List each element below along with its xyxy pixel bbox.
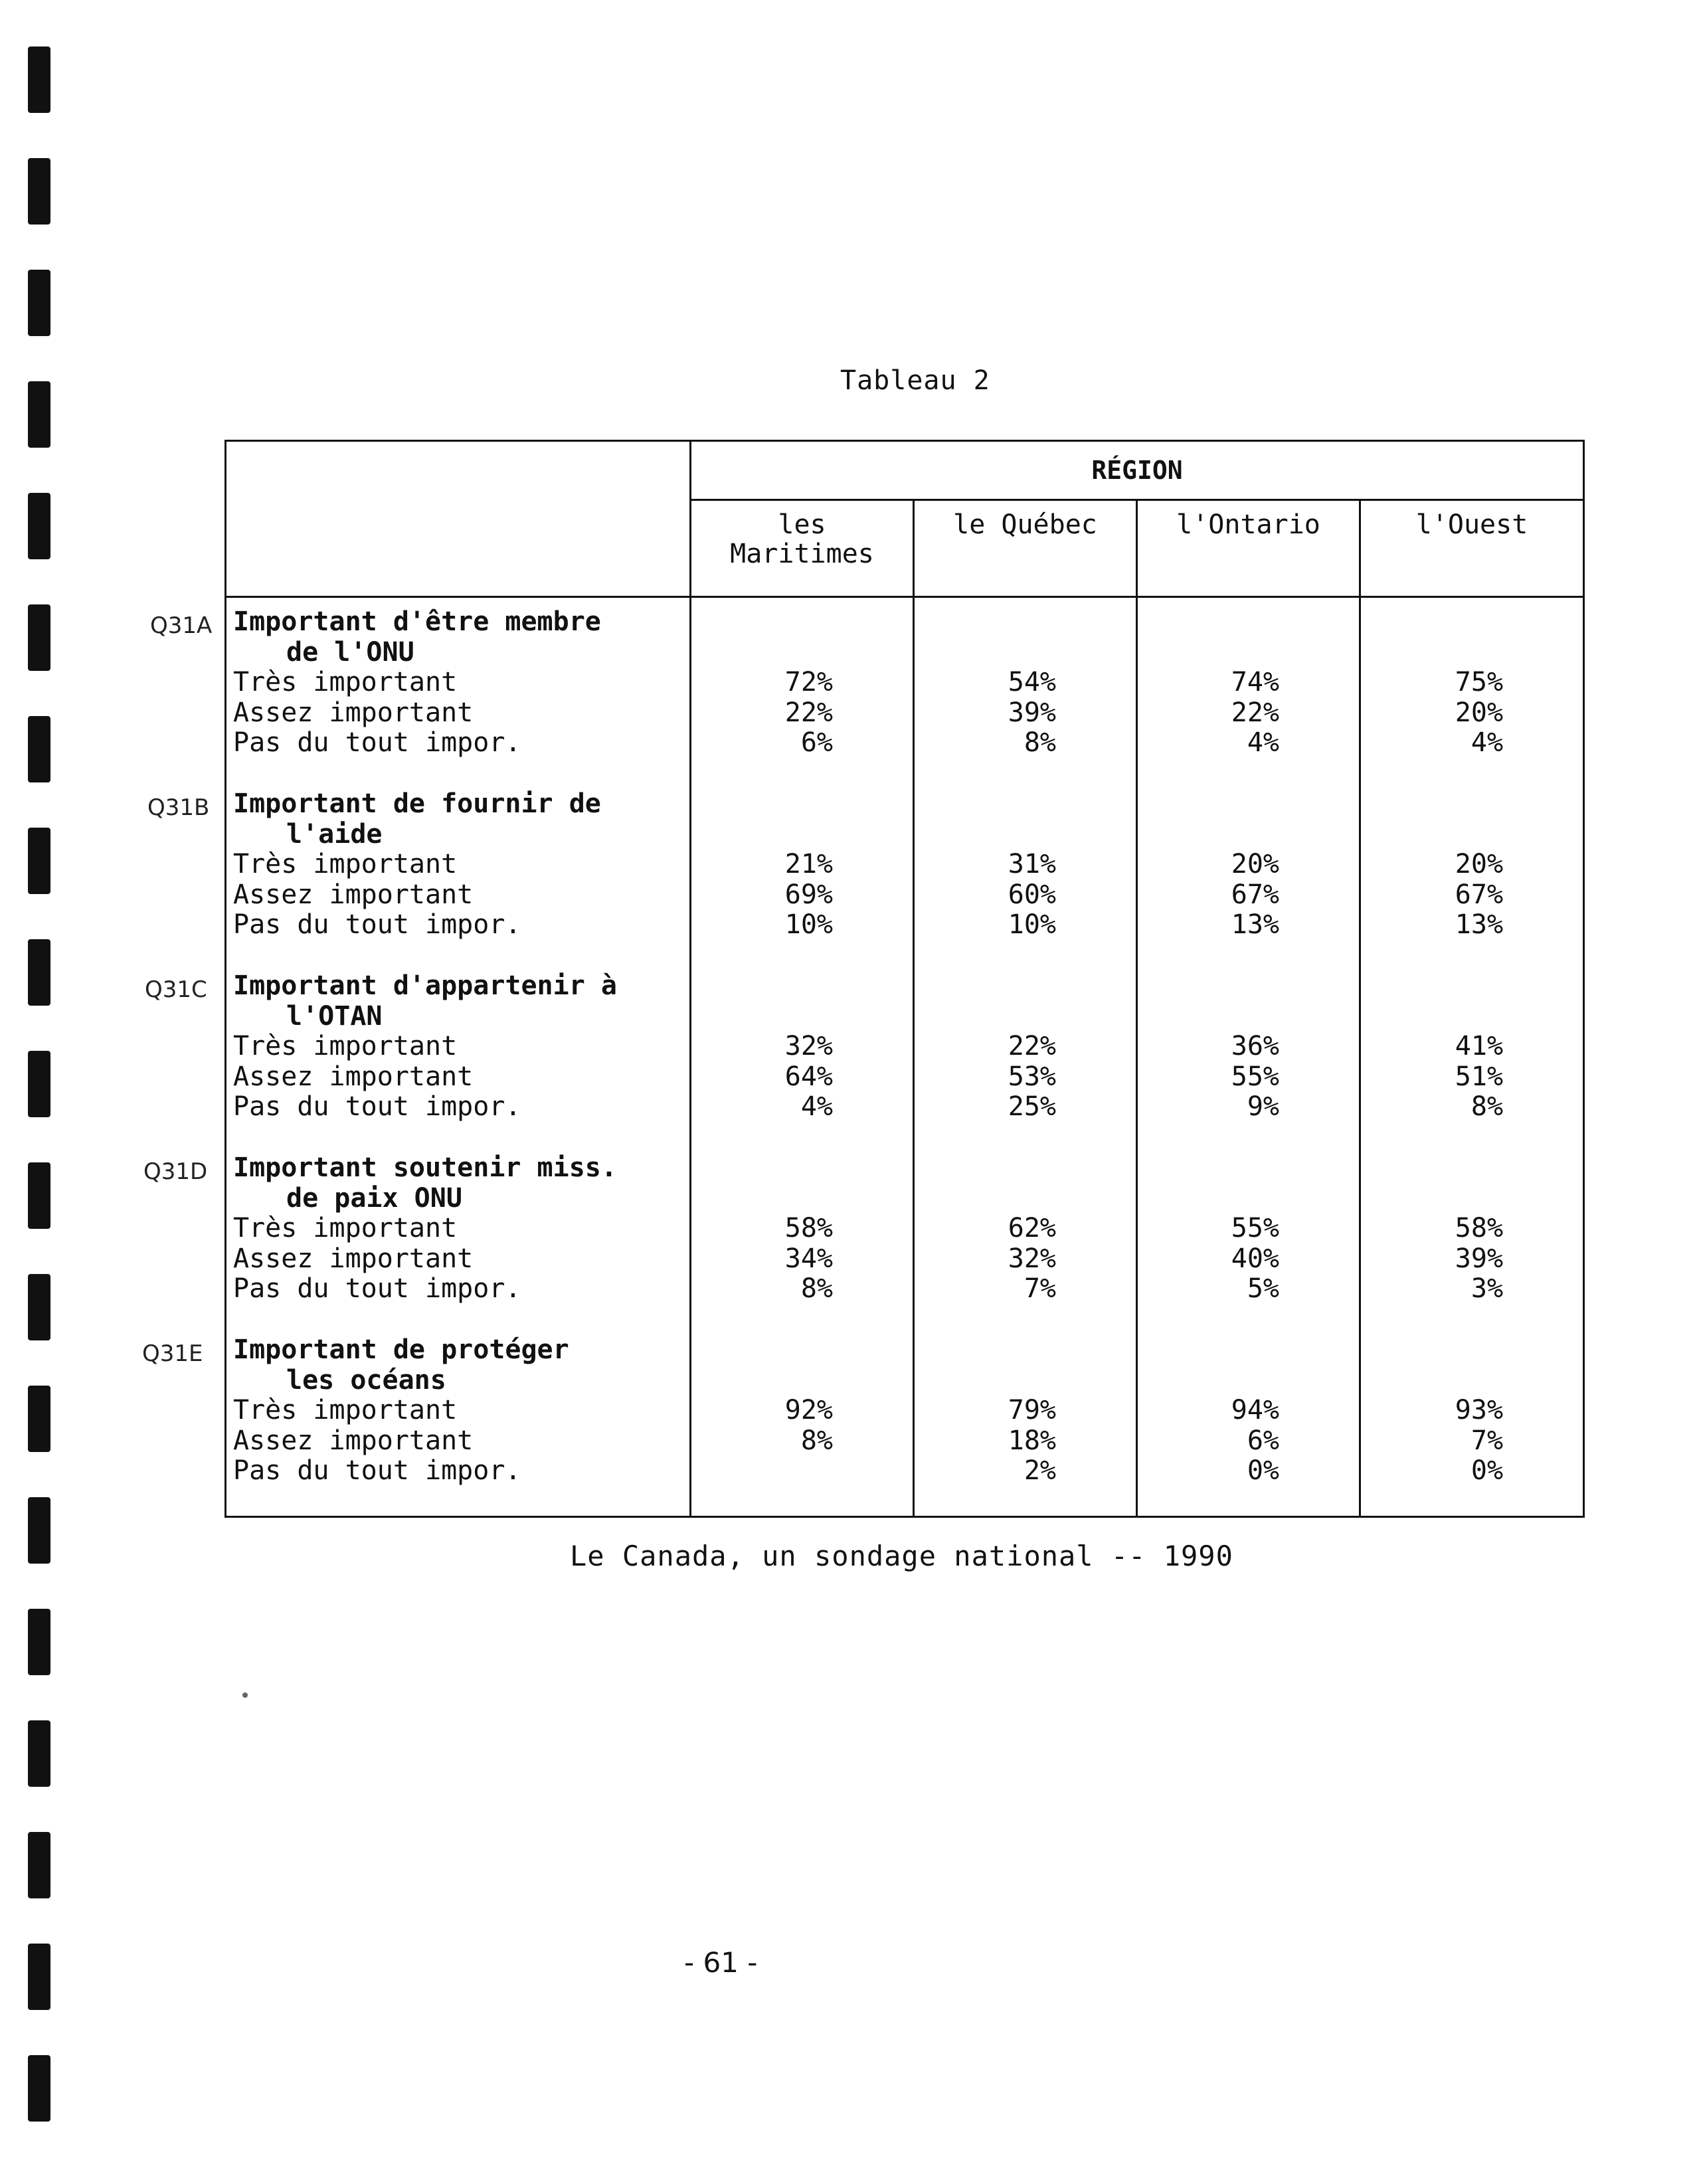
response-label: Pas du tout impor. <box>233 727 521 758</box>
percent-value: 9% <box>1247 1091 1279 1122</box>
table-caption: Le Canada, un sondage national -- 1990 <box>570 1540 1233 1572</box>
response-label: Assez important <box>233 1243 474 1274</box>
percent-value: 32% <box>1008 1243 1056 1274</box>
percent-value: 39% <box>1455 1243 1504 1274</box>
percent-value: 7% <box>1024 1273 1056 1304</box>
value-group <box>691 1153 833 1335</box>
percent-value: 74% <box>1231 667 1279 697</box>
question-group <box>233 1335 683 1506</box>
column-header-label: les Maritimes <box>730 509 874 569</box>
percent-value: 21% <box>784 849 833 879</box>
spacer <box>1138 789 1279 850</box>
survey-table <box>224 440 1585 1518</box>
percent-value: 55% <box>1231 1061 1279 1092</box>
spacer <box>915 607 1056 668</box>
percent-value: 53% <box>1008 1061 1056 1092</box>
question-label <box>233 1153 683 1214</box>
question-code: Q31C <box>145 976 207 1003</box>
percent-value: 5% <box>1247 1273 1279 1304</box>
column-header-label: l'Ontario <box>1176 509 1320 540</box>
percent-value: 6% <box>1247 1425 1279 1456</box>
binding-hole-mark <box>28 828 50 894</box>
value-group <box>691 1335 833 1506</box>
percent-value: 94% <box>1231 1395 1279 1425</box>
binding-hole-mark <box>28 2055 50 2122</box>
percent-value: 3% <box>1470 1273 1504 1304</box>
value-group <box>915 607 1056 789</box>
question-code: Q31E <box>142 1340 203 1367</box>
value-group <box>1361 971 1503 1153</box>
percent-value: 64% <box>784 1061 833 1092</box>
percent-value: 51% <box>1455 1061 1504 1092</box>
percent-value: 8% <box>800 1425 833 1456</box>
question-text: Important de fournir de <box>233 788 601 819</box>
binding-hole-mark <box>28 716 50 782</box>
value-group <box>1138 607 1279 789</box>
spacer <box>691 1153 833 1214</box>
column-header-maritimes <box>691 500 914 597</box>
binding-hole-mark <box>28 1944 50 2010</box>
value-group <box>691 971 833 1153</box>
question-group <box>233 1153 683 1335</box>
percent-value: 13% <box>1455 909 1504 940</box>
question-code: Q31A <box>150 612 213 639</box>
percent-value: 39% <box>1008 697 1056 728</box>
question-text-continued: l'OTAN <box>286 1000 383 1032</box>
question-group <box>233 971 683 1153</box>
value-group <box>691 607 833 789</box>
value-group <box>915 789 1056 971</box>
binding-hole-mark <box>28 939 50 1006</box>
page-number: - 61 - <box>684 1946 758 1979</box>
response-label: Pas du tout impor. <box>233 909 521 940</box>
percent-value: 2% <box>1024 1455 1056 1486</box>
value-group <box>915 1335 1056 1506</box>
spacer <box>1361 971 1503 1032</box>
question-label <box>233 1335 683 1396</box>
percent-value: 22% <box>1231 697 1279 728</box>
percent-value: 67% <box>1231 879 1279 910</box>
value-group <box>1138 971 1279 1153</box>
percent-value: 92% <box>784 1395 833 1425</box>
binding-hole-mark <box>28 46 50 113</box>
value-group <box>915 971 1056 1153</box>
question-label <box>233 789 683 850</box>
response-label: Pas du tout impor. <box>233 1273 521 1304</box>
response-label: Très important <box>233 1031 458 1061</box>
response-label: Très important <box>233 849 458 879</box>
percent-value: 4% <box>1470 727 1504 758</box>
spacer <box>1138 607 1279 668</box>
column-header-label: l'Ouest <box>1415 509 1528 540</box>
values-column-quebec <box>914 597 1137 1517</box>
spacer <box>1361 1335 1503 1396</box>
spacer <box>915 971 1056 1032</box>
percent-value: 75% <box>1455 667 1504 697</box>
question-group <box>233 789 683 971</box>
binding-hole-mark <box>28 604 50 671</box>
percent-value: 8% <box>1470 1091 1504 1122</box>
binding-hole-mark <box>28 381 50 448</box>
response-label: Très important <box>233 1395 458 1425</box>
spacer <box>1138 1153 1279 1214</box>
value-group <box>1361 789 1503 971</box>
binding-hole-mark <box>28 158 50 225</box>
percent-value: 69% <box>784 879 833 910</box>
response-label: Assez important <box>233 697 474 728</box>
response-label: Assez important <box>233 879 474 910</box>
value-group <box>1138 1153 1279 1335</box>
spacer <box>1361 607 1503 668</box>
percent-value <box>691 1456 833 1487</box>
question-group <box>233 607 683 789</box>
percent-value: 25% <box>1008 1091 1056 1122</box>
percent-value: 18% <box>1008 1425 1056 1456</box>
percent-value: 0% <box>1470 1455 1504 1486</box>
percent-value: 58% <box>784 1213 833 1243</box>
value-group <box>1138 1335 1279 1506</box>
question-label <box>233 607 683 668</box>
percent-value: 72% <box>784 667 833 697</box>
percent-value: 41% <box>1455 1031 1504 1061</box>
column-header-label: le Québec <box>953 509 1097 540</box>
scan-speck <box>242 1692 248 1698</box>
binding-hole-mark <box>28 1609 50 1675</box>
percent-value: 54% <box>1008 667 1056 697</box>
value-group <box>915 1153 1056 1335</box>
spacer <box>1361 789 1503 850</box>
percent-value: 20% <box>1231 849 1279 879</box>
percent-value: 22% <box>1008 1031 1056 1061</box>
row-labels-column <box>226 597 691 1517</box>
response-label: Très important <box>233 667 458 697</box>
column-header-ontario <box>1137 500 1360 597</box>
percent-value: 10% <box>1008 909 1056 940</box>
question-text-continued: les océans <box>286 1364 446 1396</box>
percent-value: 7% <box>1470 1425 1504 1456</box>
binding-hole-mark <box>28 493 50 559</box>
binding-hole-mark <box>28 1051 50 1117</box>
question-text: Important d'être membre <box>233 606 601 637</box>
binding-hole-mark <box>28 1720 50 1787</box>
percent-value: 93% <box>1455 1395 1504 1425</box>
response-label: Assez important <box>233 1061 474 1092</box>
binding-hole-mark <box>28 1274 50 1340</box>
percent-value: 79% <box>1008 1395 1056 1425</box>
spacer <box>691 971 833 1032</box>
percent-value: 6% <box>800 727 833 758</box>
percent-value: 8% <box>800 1273 833 1304</box>
binding-holes <box>28 0 54 2184</box>
percent-value: 20% <box>1455 849 1504 879</box>
percent-value: 4% <box>1247 727 1279 758</box>
question-text-continued: de l'ONU <box>286 636 414 668</box>
spacer <box>1138 971 1279 1032</box>
spacer <box>1361 1153 1503 1214</box>
percent-value: 31% <box>1008 849 1056 879</box>
binding-hole-mark <box>28 1386 50 1452</box>
question-text-continued: l'aide <box>286 818 383 850</box>
question-text: Important soutenir miss. <box>233 1152 617 1183</box>
spacer <box>691 789 833 850</box>
spacer <box>691 607 833 668</box>
percent-value: 0% <box>1247 1455 1279 1486</box>
column-header-ouest <box>1360 500 1584 597</box>
values-column-ontario <box>1137 597 1360 1517</box>
binding-hole-mark <box>28 1497 50 1564</box>
percent-value: 58% <box>1455 1213 1504 1243</box>
spacer <box>915 1335 1056 1396</box>
question-code: Q31B <box>147 794 210 821</box>
binding-hole-mark <box>28 1832 50 1898</box>
spacer <box>691 1335 833 1396</box>
question-text: Important de protéger <box>233 1334 569 1365</box>
region-header: RÉGION <box>691 441 1584 500</box>
percent-value: 32% <box>784 1031 833 1061</box>
percent-value: 13% <box>1231 909 1279 940</box>
question-text-continued: de paix ONU <box>286 1182 462 1214</box>
percent-value: 8% <box>1024 727 1056 758</box>
percent-value: 67% <box>1455 879 1504 910</box>
response-label: Pas du tout impor. <box>233 1091 521 1122</box>
response-label: Très important <box>233 1213 458 1243</box>
percent-value: 62% <box>1008 1213 1056 1243</box>
percent-value: 40% <box>1231 1243 1279 1274</box>
value-group <box>1361 1335 1503 1506</box>
question-text: Important d'appartenir à <box>233 970 617 1001</box>
binding-hole-mark <box>28 270 50 336</box>
table-title: Tableau 2 <box>840 365 990 396</box>
question-label <box>233 971 683 1032</box>
percent-value: 34% <box>784 1243 833 1274</box>
header-blank-cell <box>226 441 691 597</box>
response-label: Pas du tout impor. <box>233 1455 521 1486</box>
percent-value: 10% <box>784 909 833 940</box>
column-header-quebec <box>914 500 1137 597</box>
values-column-ouest <box>1360 597 1584 1517</box>
spacer <box>1138 1335 1279 1396</box>
binding-hole-mark <box>28 1162 50 1229</box>
value-group <box>1361 607 1503 789</box>
spacer <box>915 789 1056 850</box>
values-column-maritimes <box>691 597 914 1517</box>
percent-value: 4% <box>800 1091 833 1122</box>
response-label: Assez important <box>233 1425 474 1456</box>
spacer <box>915 1153 1056 1214</box>
percent-value: 60% <box>1008 879 1056 910</box>
value-group <box>1361 1153 1503 1335</box>
percent-value: 20% <box>1455 697 1504 728</box>
value-group <box>691 789 833 971</box>
percent-value: 22% <box>784 697 833 728</box>
question-code: Q31D <box>143 1158 208 1185</box>
value-group <box>1138 789 1279 971</box>
percent-value: 36% <box>1231 1031 1279 1061</box>
percent-value: 55% <box>1231 1213 1279 1243</box>
